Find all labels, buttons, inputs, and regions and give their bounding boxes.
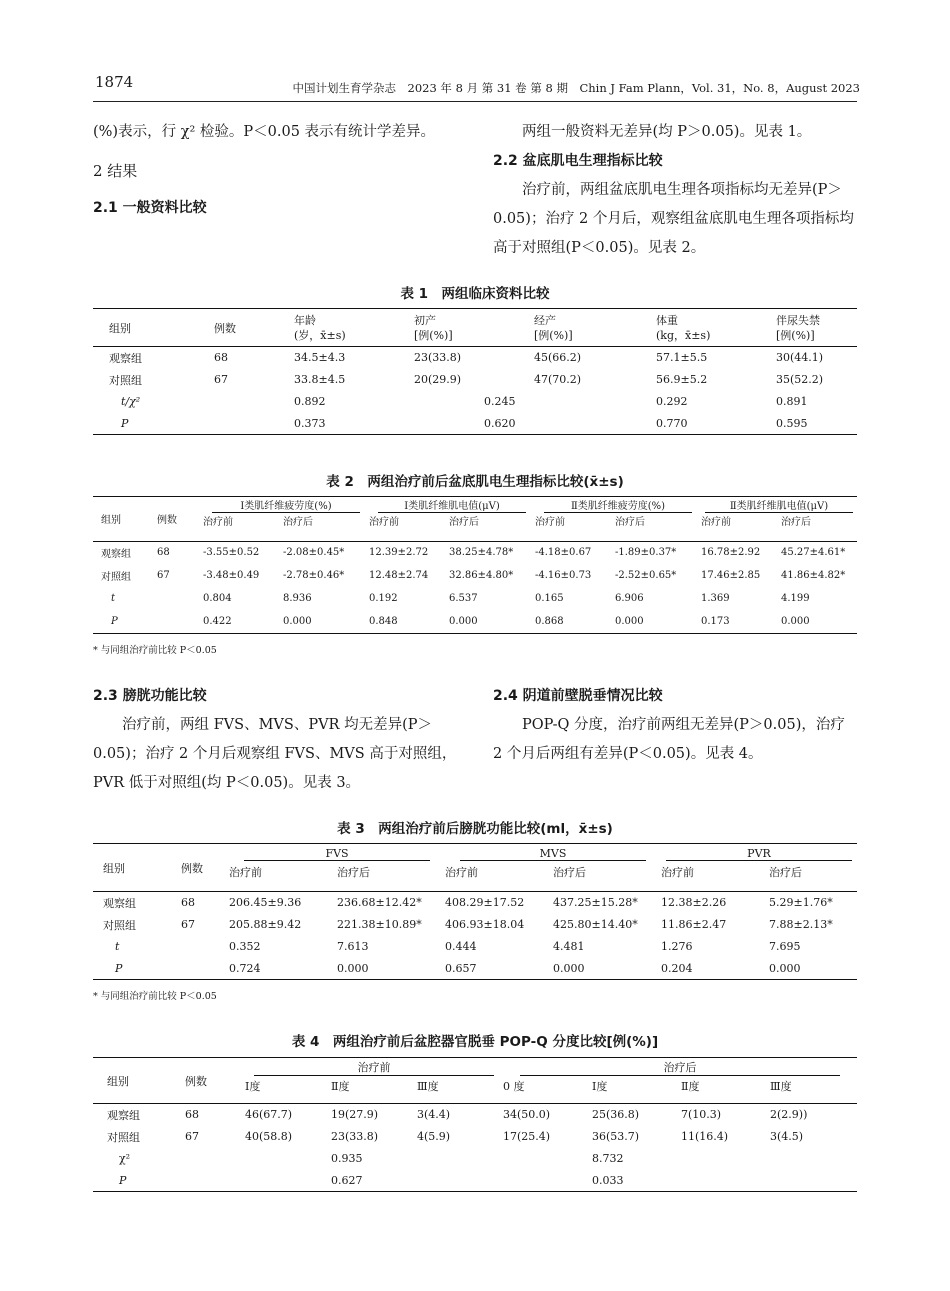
- table-row: [93, 914, 857, 936]
- t3-sub: 治疗后: [769, 865, 802, 879]
- t4-cell: 0.033: [592, 1173, 624, 1187]
- t3-cell: 观察组: [103, 896, 136, 910]
- t2-cell: 0.000: [449, 615, 478, 627]
- t4-sub: Ⅱ度: [681, 1079, 700, 1093]
- middle-right-column: [493, 682, 857, 769]
- t4-h-n: 例数: [185, 1058, 245, 1104]
- t2-cell: -4.16±0.73: [535, 570, 592, 581]
- t2-sub: 治疗前: [369, 517, 399, 528]
- section-2-1-heading: 2.1 一般资料比较: [93, 200, 207, 216]
- t1-h-age: 年龄: [294, 313, 316, 327]
- t1-cell: 68: [214, 351, 228, 365]
- t1-cell: 56.9±5.2: [656, 373, 708, 386]
- t2-cell: 8.936: [283, 593, 312, 604]
- t2-cell: -2.08±0.45*: [283, 547, 345, 559]
- t2-sub: 治疗前: [535, 517, 565, 528]
- t2-cell: 0.422: [203, 615, 232, 627]
- t4-cell: 0.627: [331, 1173, 363, 1187]
- table-row: [93, 564, 857, 587]
- section-2-3-heading: 2.3 膀胱功能比较: [93, 688, 207, 704]
- t3-cell: t: [115, 940, 120, 953]
- t2-cell: 45.27±4.61*: [781, 547, 846, 559]
- t2-cell: 0.173: [701, 615, 730, 627]
- t4-sub: 0 度: [503, 1079, 525, 1093]
- t3-cell: 0.444: [445, 940, 477, 953]
- t4-cell: 40(58.8): [245, 1130, 293, 1143]
- t2-cell: 4.199: [781, 593, 810, 604]
- t3-group-mvs: MVS: [460, 847, 646, 861]
- t4-cell: χ²: [119, 1152, 131, 1165]
- t1-h-incont-unit: [例(%)]: [776, 328, 815, 342]
- left-para: (%)表示，行 χ² 检验。P＜0.05 表示有统计学差异。: [93, 124, 436, 140]
- t1-cell: 0.292: [656, 395, 688, 408]
- t2-cell: 12.48±2.74: [369, 570, 429, 581]
- section-2-2-heading: 2.2 盆底肌电生理指标比较: [493, 153, 663, 169]
- table-row: [93, 369, 857, 391]
- table-row: [93, 1170, 857, 1192]
- t1-cell: 67: [214, 373, 228, 386]
- t2-sub: 治疗后: [449, 517, 479, 528]
- t3-cell: 5.29±1.76*: [769, 896, 833, 910]
- t1-h-primi-unit: [例(%)]: [414, 328, 453, 342]
- journal-header: 中国计划生育学杂志 2023 年 8 月 第 31 卷 第 8 期 Chin J Fam Plann，Vol. 31，No. 8，August 2023: [292, 81, 860, 95]
- t3-cell: 0.657: [445, 961, 477, 975]
- section-2-heading: 2 结果: [93, 162, 138, 180]
- table-row: [93, 541, 857, 564]
- t2-cell: 1.369: [701, 593, 730, 604]
- t2-cell: 0.000: [283, 615, 312, 627]
- t3-cell: 11.86±2.47: [661, 918, 727, 931]
- t1-cell: 47(70.2): [534, 373, 582, 386]
- t2-cell: 0.165: [535, 593, 564, 604]
- t1-h-group: 组别: [109, 321, 131, 335]
- table-row: [93, 413, 857, 435]
- t4-cell: 19(27.9): [331, 1108, 379, 1122]
- t4-cell: 7(10.3): [681, 1108, 722, 1122]
- t1-cell: 33.8±4.5: [294, 373, 346, 386]
- table4-caption: 表 4 两组治疗前后盆腔器官脱垂 POP-Q 分度比较[例(%)]: [291, 1034, 659, 1050]
- t3-cell: 236.68±12.42*: [337, 896, 422, 910]
- t1-cell: 35(52.2): [776, 373, 824, 386]
- t3-sub: 治疗后: [337, 865, 370, 879]
- t1-h-weight: 体重: [656, 313, 678, 327]
- t2-cell: -3.48±0.49: [203, 570, 260, 581]
- table3-caption: 表 3 两组治疗前后膀胱功能比较(ml，x̄±s): [337, 821, 613, 837]
- t1-cell: 30(44.1): [776, 351, 824, 365]
- t2-sub: 治疗后: [615, 517, 645, 528]
- t1-cell: 0.373: [294, 416, 326, 430]
- t1-cell: 57.1±5.5: [656, 351, 708, 365]
- t3-cell: 408.29±17.52: [445, 896, 525, 910]
- t4-cell: 3(4.5): [770, 1130, 804, 1143]
- t4-cell: 0.935: [331, 1152, 363, 1165]
- t4-cell: 67: [185, 1130, 199, 1143]
- t2-cell: 0.000: [781, 615, 810, 627]
- t4-sub: Ⅱ度: [331, 1079, 350, 1093]
- t3-h-n: 例数: [181, 844, 229, 892]
- header-rule: [93, 101, 857, 102]
- table-row: [93, 936, 857, 958]
- t2-cell: -2.52±0.65*: [615, 570, 677, 581]
- table3-note: * 与同组治疗前比较 P＜0.05: [93, 991, 217, 1002]
- t1-cell: 45(66.2): [534, 351, 582, 365]
- t4-h-group: 组别: [93, 1058, 185, 1104]
- table1: [93, 308, 857, 435]
- t4-cell: 68: [185, 1108, 199, 1122]
- t2-cell: 17.46±2.85: [701, 570, 761, 581]
- t2-cell: t: [111, 593, 116, 604]
- t1-cell: 0.891: [776, 395, 808, 408]
- t3-cell: 对照组: [103, 918, 136, 932]
- t3-cell: 206.45±9.36: [229, 896, 302, 910]
- t1-cell: P: [121, 416, 129, 430]
- table-row: [93, 391, 857, 413]
- t2-cell: 12.39±2.72: [369, 547, 429, 559]
- t3-cell: 0.352: [229, 940, 261, 953]
- t2-cell: 0.000: [615, 615, 644, 627]
- t4-cell: 4(5.9): [417, 1130, 451, 1143]
- t3-sub: 治疗前: [445, 865, 478, 879]
- table-row: [93, 1126, 857, 1148]
- t1-cell: 0.620: [484, 416, 516, 430]
- t4-sub: Ⅲ度: [770, 1079, 792, 1093]
- t1-cell: 23(33.8): [414, 351, 462, 365]
- t2-sub: 治疗前: [203, 517, 233, 528]
- t3-cell: 67: [181, 918, 195, 931]
- table-row: [93, 610, 857, 633]
- t1-cell: 观察组: [109, 351, 142, 365]
- t3-cell: 7.695: [769, 940, 801, 953]
- t2-group-3: Ⅱ类肌纤维疲劳度(%): [544, 497, 692, 513]
- middle-right-para: POP-Q 分度，治疗前两组无差异(P＞0.05)，治疗 2 个月后两组有差异(P＜0.05)。见表 4。: [493, 717, 845, 762]
- t4-sub: Ⅰ度: [245, 1079, 261, 1093]
- t3-cell: 425.80±14.40*: [553, 918, 638, 931]
- t3-group-fvs: FVS: [244, 847, 430, 861]
- t2-cell: 对照组: [101, 572, 131, 583]
- t1-cell: 0.892: [294, 395, 326, 408]
- t3-cell: 0.000: [337, 961, 369, 975]
- right-para-1: 两组一般资料无差异(均 P＞0.05)。见表 1。: [522, 124, 812, 140]
- t2-group-4: Ⅱ类肌纤维肌电值(μV): [705, 497, 853, 513]
- t4-cell: 46(67.7): [245, 1108, 293, 1122]
- section-2-4-heading: 2.4 阴道前壁脱垂情况比较: [493, 688, 663, 704]
- table-row: [93, 587, 857, 610]
- t4-sub: Ⅰ度: [592, 1079, 608, 1093]
- t4-cell: 2(2.9)): [770, 1108, 808, 1122]
- page-number: 1874: [95, 73, 134, 91]
- table-row: [93, 347, 857, 369]
- table1-caption: 表 1 两组临床资料比较: [400, 286, 550, 302]
- t1-h-multi-unit: [例(%)]: [534, 328, 573, 342]
- t2-cell: P: [111, 615, 118, 627]
- t4-cell: 23(33.8): [331, 1130, 379, 1143]
- t2-cell: 0.804: [203, 593, 232, 604]
- left-column: [93, 118, 465, 223]
- t3-cell: 205.88±9.42: [229, 918, 302, 931]
- t2-cell: 6.537: [449, 593, 478, 604]
- t2-cell: 观察组: [101, 549, 131, 561]
- t1-h-age-unit: (岁，x̄±s): [294, 328, 346, 342]
- table2-note: * 与同组治疗前比较 P＜0.05: [93, 644, 217, 656]
- t2-h-group: 组别: [93, 497, 157, 542]
- t4-cell: 25(36.8): [592, 1108, 640, 1122]
- t4-group-after: 治疗后: [520, 1059, 840, 1076]
- middle-left-column: [93, 682, 465, 798]
- t2-cell: -4.18±0.67: [535, 547, 592, 559]
- t3-cell: 4.481: [553, 940, 585, 953]
- t1-cell: 0.770: [656, 416, 688, 430]
- t3-cell: 0.724: [229, 961, 261, 975]
- t2-cell: -1.89±0.37*: [615, 547, 677, 559]
- t3-cell: P: [115, 961, 123, 975]
- table2: [93, 496, 857, 656]
- table-row: [93, 1104, 857, 1126]
- t1-cell: t/χ²: [121, 395, 141, 408]
- table4: [93, 1057, 857, 1192]
- t2-cell: 0.848: [369, 615, 398, 627]
- t3-group-pvr: PVR: [666, 847, 852, 861]
- t2-cell: 41.86±4.82*: [781, 570, 846, 581]
- t3-cell: 7.88±2.13*: [769, 918, 833, 931]
- t2-cell: -2.78±0.46*: [283, 570, 345, 581]
- t3-cell: 0.000: [553, 961, 585, 975]
- t4-cell: 36(53.7): [592, 1130, 640, 1143]
- table2-caption: 表 2 两组治疗前后盆底肌电生理指标比较(x̄±s): [326, 474, 624, 490]
- t4-cell: 观察组: [107, 1108, 140, 1122]
- t2-sub: 治疗后: [781, 517, 811, 528]
- right-para-2: 治疗前，两组盆底肌电生理各项指标均无差异(P＞0.05)；治疗 2 个月后，观察组盆底肌电生理各项指标均高于对照组(P＜0.05)。见表 2。: [493, 182, 854, 256]
- t1-h-weight-unit: (kg，x̄±s): [656, 328, 711, 342]
- t3-sub: 治疗前: [661, 865, 694, 879]
- t1-h-multi: 经产: [534, 313, 556, 327]
- t3-cell: 68: [181, 896, 195, 910]
- t2-sub: 治疗前: [701, 517, 731, 528]
- t4-cell: P: [119, 1173, 127, 1187]
- t3-cell: 0.000: [769, 961, 801, 975]
- t4-cell: 11(16.4): [681, 1130, 729, 1143]
- table3: [93, 843, 857, 1002]
- t2-cell: 32.86±4.80*: [449, 570, 514, 581]
- t3-cell: 7.613: [337, 940, 369, 953]
- t4-cell: 34(50.0): [503, 1108, 551, 1122]
- middle-left-para: 治疗前，两组 FVS、MVS、PVR 均无差异(P＞0.05)；治疗 2 个月后观察组 FVS、MVS 高于对照组，PVR 低于对照组(均 P＜0.05)。见表 3。: [93, 717, 457, 791]
- right-column: [493, 118, 857, 263]
- t2-cell: 0.192: [369, 593, 398, 604]
- t1-cell: 0.595: [776, 416, 808, 430]
- t3-h-group: 组别: [93, 844, 181, 892]
- t3-cell: 1.276: [661, 940, 693, 953]
- t4-cell: 17(25.4): [503, 1130, 551, 1143]
- table-row: [93, 892, 857, 914]
- t1-cell: 20(29.9): [414, 373, 462, 386]
- t4-group-before: 治疗前: [254, 1059, 494, 1076]
- t1-h-incont: 伴尿失禁: [776, 313, 820, 327]
- t2-cell: 16.78±2.92: [701, 547, 761, 559]
- t1-cell: 0.245: [484, 395, 516, 408]
- t2-cell: -3.55±0.52: [203, 547, 260, 559]
- t1-h-primi: 初产: [414, 313, 436, 327]
- t3-sub: 治疗前: [229, 865, 262, 879]
- table-row: [93, 1148, 857, 1170]
- t2-group-2: Ⅰ类肌纤维肌电值(μV): [378, 497, 526, 513]
- t3-sub: 治疗后: [553, 865, 586, 879]
- t3-cell: 406.93±18.04: [445, 918, 525, 931]
- t2-sub: 治疗后: [283, 517, 313, 528]
- t4-cell: 3(4.4): [417, 1108, 451, 1122]
- t2-cell: 68: [157, 547, 170, 559]
- t2-h-n: 例数: [157, 497, 203, 542]
- t4-sub: Ⅲ度: [417, 1079, 439, 1093]
- t3-cell: 437.25±15.28*: [553, 896, 638, 910]
- t1-cell: 34.5±4.3: [294, 351, 346, 365]
- t4-cell: 对照组: [107, 1130, 140, 1144]
- t3-cell: 12.38±2.26: [661, 896, 727, 910]
- t3-cell: 221.38±10.89*: [337, 918, 422, 931]
- t4-cell: 8.732: [592, 1152, 624, 1165]
- t2-cell: 6.906: [615, 593, 644, 604]
- t3-cell: 0.204: [661, 961, 693, 975]
- t2-group-1: Ⅰ类肌纤维疲劳度(%): [212, 497, 360, 513]
- table-row: [93, 958, 857, 980]
- t2-cell: 38.25±4.78*: [449, 547, 514, 559]
- t2-cell: 67: [157, 570, 170, 581]
- t1-cell: 对照组: [109, 373, 142, 387]
- t2-cell: 0.868: [535, 615, 564, 627]
- t1-h-n: 例数: [214, 321, 236, 335]
